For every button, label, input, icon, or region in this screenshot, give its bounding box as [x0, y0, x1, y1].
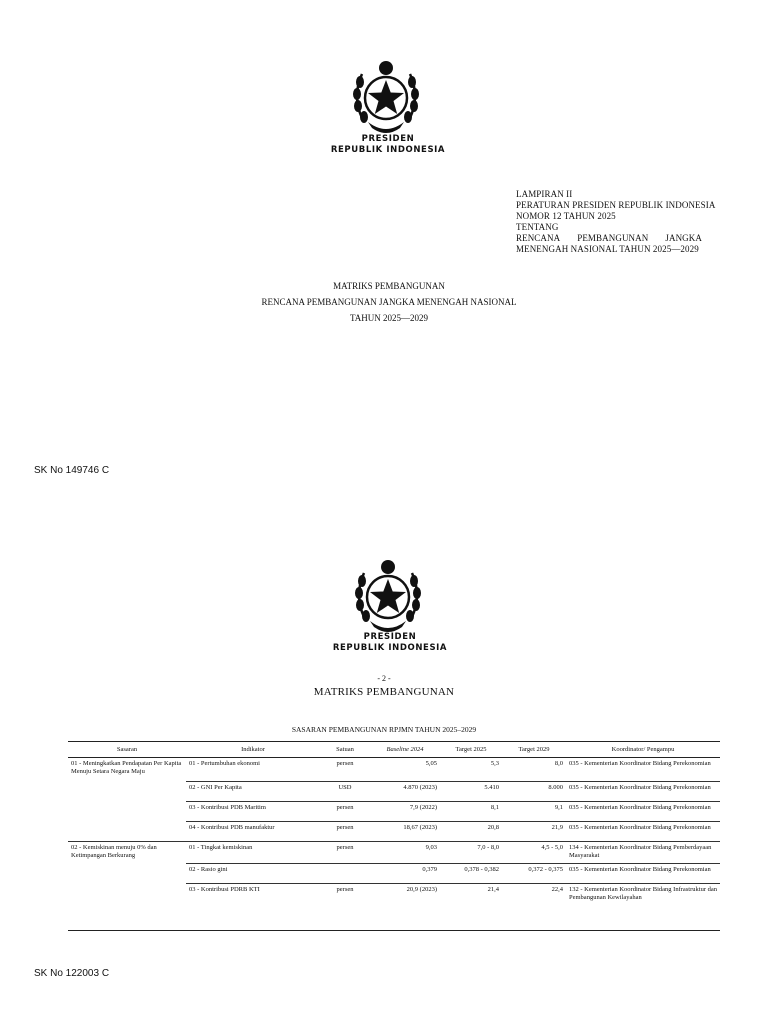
column-header: Sasaran: [68, 743, 186, 758]
indikator-cell: 01 - Tingkat kemiskinan: [186, 842, 320, 864]
baseline-cell: 4.870 (2023): [370, 782, 440, 802]
lampiran-line: NOMOR 12 TAHUN 2025: [516, 211, 616, 221]
header-line-republik: REPUBLIK INDONESIA: [330, 145, 446, 155]
indikator-cell: 03 - Kontribusi PDB Maritim: [186, 802, 320, 822]
sasaran-cell: 01 - Meningkatkan Pendapatan Per Kapita Menuju Setara Negara Maju: [71, 760, 182, 775]
page-number: - 2 -: [377, 674, 391, 683]
target-2029-cell: 8.000: [502, 782, 566, 802]
sasaran-cell: 02 - Kemiskinan menuju 0% dan Ketimpangan Berkurang: [68, 842, 186, 864]
lampiran-line: PERATURAN PRESIDEN REPUBLIK INDONESIA: [516, 200, 716, 210]
lampiran-block: [516, 189, 715, 255]
sasaran-cell: [68, 884, 186, 912]
satuan-cell: persen: [320, 822, 370, 842]
table-row: [68, 802, 720, 822]
baseline-cell: 0,379: [370, 864, 440, 884]
koordinator-cell: 035 - Kementerian Koordinator Bidang Perekonomian: [566, 802, 720, 822]
target-2025-cell: 5,3: [490, 760, 499, 767]
satuan-cell: USD: [320, 782, 370, 802]
sk-number: SK No 122003 C: [34, 968, 110, 979]
garuda-emblem-icon: [348, 56, 424, 145]
baseline-cell: 7,9 (2022): [370, 802, 440, 822]
column-header: Satuan: [320, 743, 370, 758]
table-row: [68, 864, 720, 884]
lampiran-word: JANGKA: [665, 233, 702, 243]
title-line: MATRIKS PEMBANGUNAN: [333, 281, 445, 291]
target-2029-cell: 22,4: [502, 884, 566, 912]
title-line: TAHUN 2025—2029: [349, 313, 429, 323]
baseline-cell: 18,67 (2023): [370, 822, 440, 842]
satuan-cell: persen: [320, 884, 370, 912]
table-top-rule: [68, 741, 720, 742]
indikator-cell: 03 - Kontribusi PDRB KTI: [186, 884, 320, 912]
koordinator-cell: 134 - Kementerian Koordinator Bidang Pemberdayaan Masyarakat: [566, 842, 720, 864]
column-header: Baseline 2024: [370, 743, 440, 758]
matrix-subtitle: SASARAN PEMBANGUNAN RPJMN TAHUN 2025–2029: [291, 725, 477, 734]
target-2025-cell: 5.410: [440, 782, 502, 802]
baseline-cell: 5,05: [425, 760, 437, 767]
lampiran-word: RENCANA: [516, 233, 561, 243]
indikator-cell: 02 - GNI Per Kapita: [186, 782, 320, 802]
lampiran-word: PEMBANGUNAN: [577, 233, 649, 243]
table-row: [68, 758, 720, 782]
column-header: Target 2025: [440, 743, 502, 758]
koordinator-cell: 035 - Kementerian Koordinator Bidang Perekonomian: [566, 782, 720, 802]
column-header: Target 2029: [502, 743, 566, 758]
sasaran-cell: [68, 782, 186, 802]
koordinator-cell: 035 - Kementerian Koordinator Bidang Perekonomian: [566, 864, 720, 884]
sasaran-cell: [68, 822, 186, 842]
table-row: [68, 822, 720, 842]
baseline-cell: 20,9 (2023): [370, 884, 440, 912]
table-header-row: [68, 743, 720, 758]
header-line-presiden: PRESIDEN: [361, 134, 415, 144]
sasaran-cell: [68, 864, 186, 884]
target-2025-cell: 8,1: [440, 802, 502, 822]
column-header: Indikator: [186, 743, 320, 758]
presiden-header: [320, 632, 460, 654]
indikator-cell: 02 - Rasio gini: [186, 864, 320, 884]
target-2025-cell: 20,8: [440, 822, 502, 842]
koordinator-cell: 132 - Kementerian Koordinator Bidang Infrastruktur dan Pembangunan Kewilayahan: [566, 884, 720, 912]
target-2029-cell: 21,9: [502, 822, 566, 842]
lampiran-line: TENTANG: [516, 222, 559, 232]
target-2025-cell: 0,378 - 0,382: [440, 864, 502, 884]
table-row: [68, 842, 720, 864]
sasaran-cell: [68, 802, 186, 822]
satuan-cell: persen: [336, 760, 354, 767]
lampiran-line: LAMPIRAN II: [516, 189, 573, 199]
target-2025-cell: 7,0 - 8,0: [440, 842, 502, 864]
header-line-republik: REPUBLIK INDONESIA: [332, 643, 448, 653]
sasaran-table: [68, 743, 720, 912]
target-2029-cell: 9,1: [502, 802, 566, 822]
table-bottom-rule: [68, 930, 720, 931]
matrix-title: MATRIKS PEMBANGUNAN: [313, 686, 455, 698]
satuan-cell: [320, 864, 370, 884]
lampiran-justified-line: [516, 233, 702, 244]
table-row: [68, 884, 720, 912]
target-2029-cell: 4,5 - 5,0: [502, 842, 566, 864]
column-header: Koordinator/ Pengampu: [566, 743, 720, 758]
document-title-block: [200, 281, 578, 324]
title-line: RENCANA PEMBANGUNAN JANGKA MENENGAH NASIONAL: [261, 297, 517, 307]
indikator-cell: 04 - Kontribusi PDB manufaktur: [186, 822, 320, 842]
lampiran-line: MENENGAH NASIONAL TAHUN 2025—2029: [516, 244, 699, 254]
satuan-cell: persen: [320, 842, 370, 864]
target-2025-cell: 21,4: [440, 884, 502, 912]
presiden-header: [318, 134, 458, 156]
koordinator-cell: 035 - Kementerian Koordinator Bidang Perekonomian: [569, 760, 711, 767]
baseline-cell: 9,03: [370, 842, 440, 864]
koordinator-cell: 035 - Kementerian Koordinator Bidang Perekonomian: [566, 822, 720, 842]
sk-number: SK No 149746 C: [34, 465, 110, 476]
target-2029-cell: 8,0: [554, 760, 563, 767]
table-row: [68, 782, 720, 802]
target-2029-cell: 0,372 - 0,375: [502, 864, 566, 884]
indikator-cell: 01 - Pertumbuhan ekonomi: [189, 760, 260, 767]
header-line-presiden: PRESIDEN: [363, 632, 417, 642]
satuan-cell: persen: [320, 802, 370, 822]
garuda-emblem-icon: [350, 555, 426, 644]
